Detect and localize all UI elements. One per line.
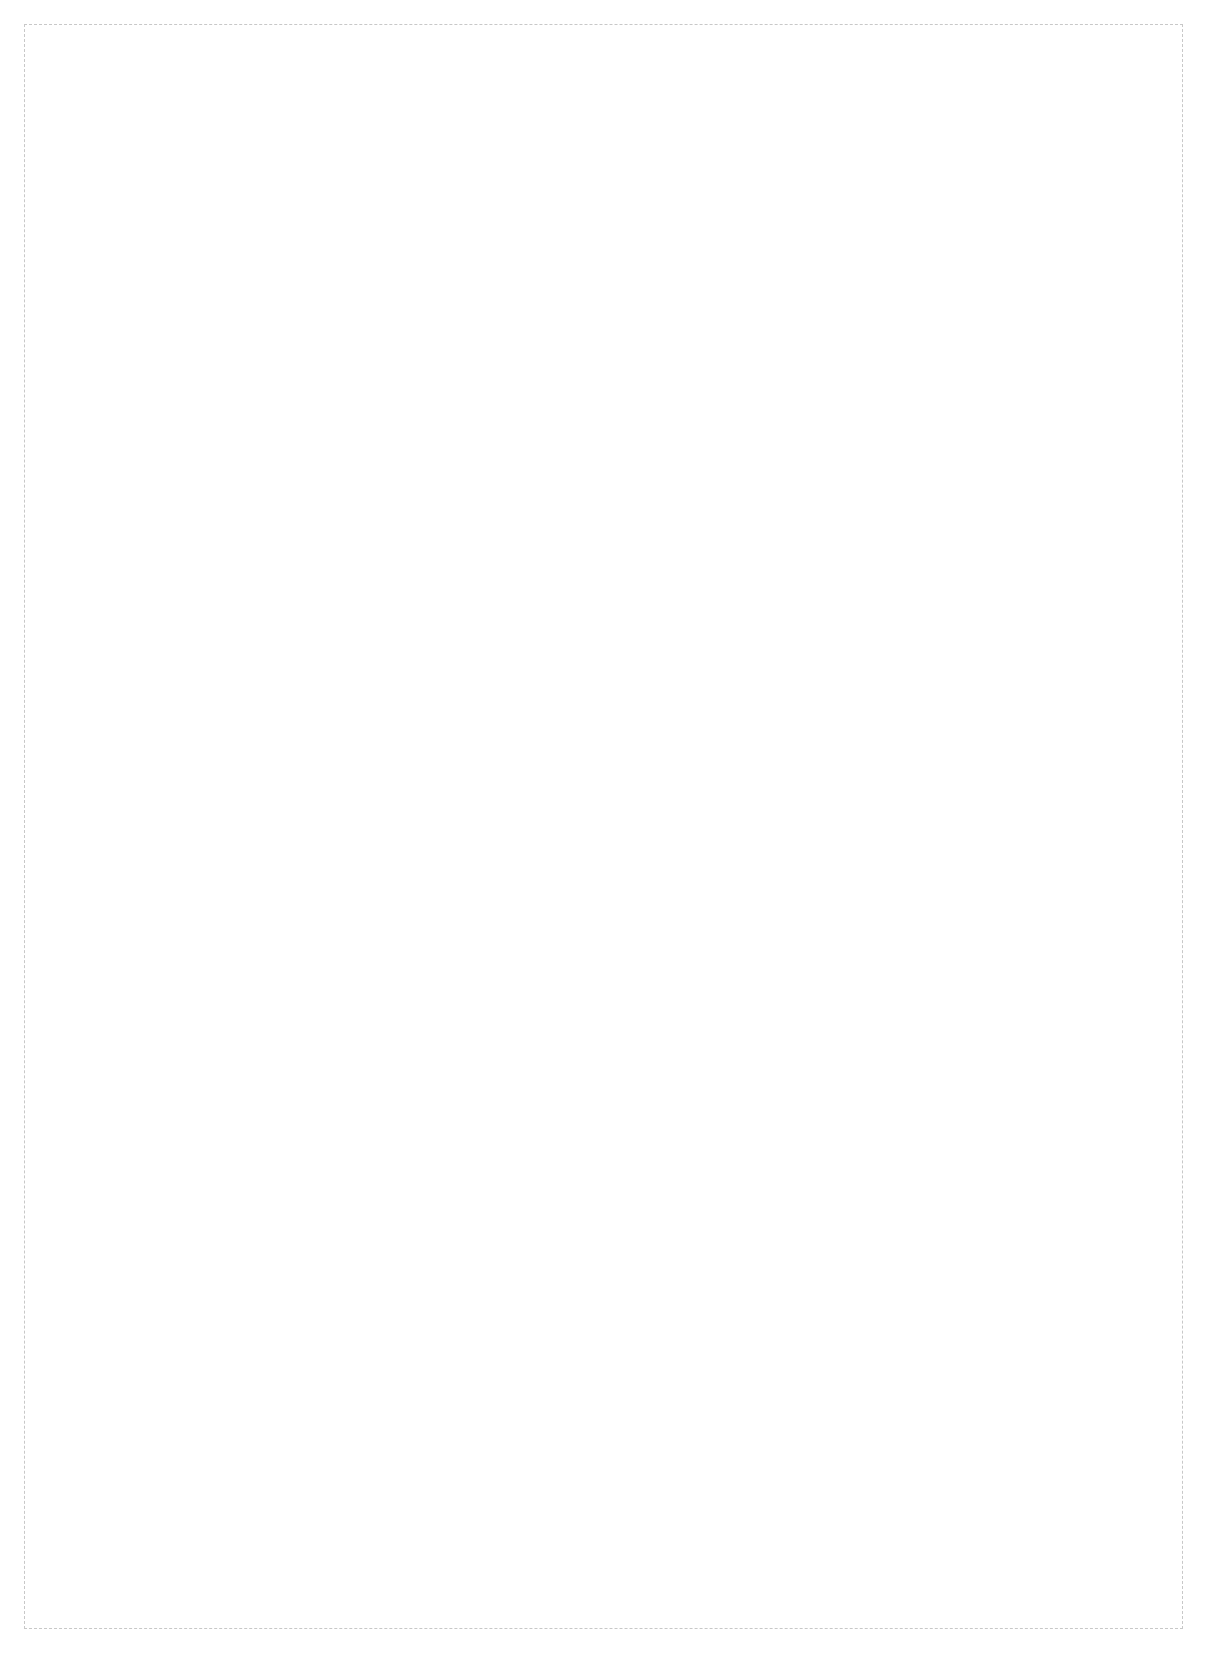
content-area (24, 24, 1183, 1629)
